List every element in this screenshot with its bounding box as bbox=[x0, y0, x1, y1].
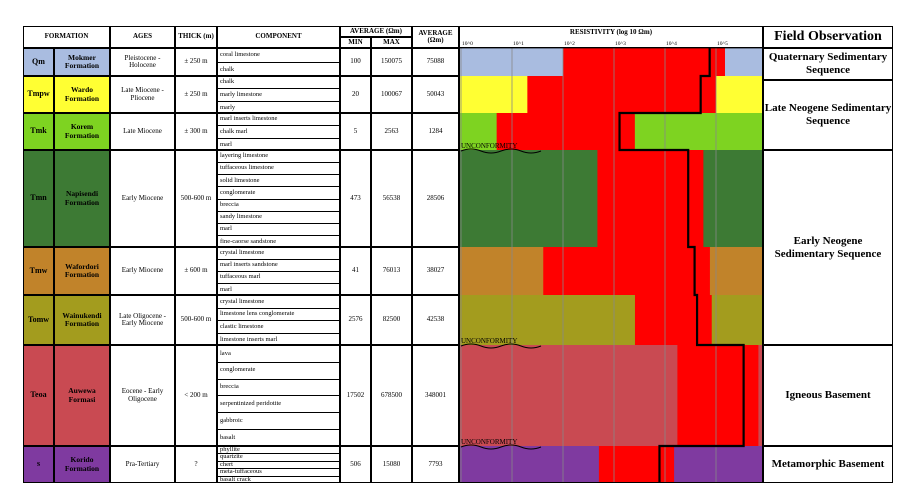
formation-code: Tmn bbox=[23, 150, 54, 247]
formation-code: Qm bbox=[23, 48, 54, 76]
formation-thickness: 500-600 m bbox=[175, 295, 217, 345]
formation-thickness: ± 600 m bbox=[175, 247, 217, 295]
formation-code: Tmk bbox=[23, 113, 54, 150]
resistivity-max: 15080 bbox=[371, 446, 412, 483]
formation-thickness: ± 250 m bbox=[175, 48, 217, 76]
resistivity-average: 38027 bbox=[412, 247, 459, 295]
decade-tick-label: 10^0 bbox=[462, 41, 473, 47]
formation-age: Late Oligocene - Early Miocene bbox=[110, 295, 175, 345]
header-average: AVERAGE (Ωm) bbox=[340, 26, 412, 37]
resistivity-log-chart bbox=[459, 26, 763, 483]
formation-name: Wardo Formation bbox=[54, 76, 110, 113]
component-list bbox=[217, 113, 340, 150]
header-average2-unit: (Ωm) bbox=[427, 36, 444, 44]
formation-age: Eocene - Early Oligocene bbox=[110, 345, 175, 446]
resistivity-average: 75088 bbox=[412, 48, 459, 76]
resistivity-average: 50043 bbox=[412, 76, 459, 113]
header-average2-label: AVERAGE bbox=[418, 28, 453, 37]
resistivity-average: 42538 bbox=[412, 295, 459, 345]
component-item: tuffaceous marl bbox=[218, 272, 339, 284]
component-item: tuffaceous limestone bbox=[218, 163, 339, 175]
component-item: basalt bbox=[220, 434, 236, 442]
formation-age: Late Miocene - Pliocene bbox=[110, 76, 175, 113]
resistivity-range-bar bbox=[563, 48, 725, 76]
component-list bbox=[217, 345, 340, 446]
resistivity-average: 7793 bbox=[412, 446, 459, 483]
resistivity-max: 100067 bbox=[371, 76, 412, 113]
component-item: solid limestone bbox=[218, 175, 339, 187]
component-item: quartzite bbox=[218, 454, 339, 461]
resistivity-min: 2576 bbox=[340, 295, 371, 345]
decade-tick-label: 10^3 bbox=[615, 41, 626, 47]
component-item: limestone lens conglomerate bbox=[218, 309, 339, 322]
formation-code: Tmw bbox=[23, 247, 54, 295]
formation-age: Pleistocene - Holocene bbox=[110, 48, 175, 76]
header-field-observation: Field Observation bbox=[763, 26, 893, 48]
formation-age: Early Miocene bbox=[110, 247, 175, 295]
component-item: breccia bbox=[218, 380, 339, 397]
formation-name: Wainukendi Formation bbox=[54, 295, 110, 345]
resistivity-min: 5 bbox=[340, 113, 371, 150]
resistivity-min: 20 bbox=[340, 76, 371, 113]
component-item: marl inserts limestone bbox=[218, 114, 339, 126]
resistivity-max: 82500 bbox=[371, 295, 412, 345]
component-item: chalk marl bbox=[218, 126, 339, 138]
component-item: conglomerate bbox=[218, 187, 339, 199]
unconformity-label: UNCONFORMITY bbox=[461, 337, 518, 345]
resistivity-max: 678500 bbox=[371, 345, 412, 446]
component-item: marl bbox=[218, 224, 339, 236]
component-item: meta-tuffaceous bbox=[218, 469, 339, 476]
resistivity-range-bar bbox=[527, 76, 716, 113]
resistivity-range-bar bbox=[677, 345, 758, 446]
component-item: limestone inserts marl bbox=[220, 335, 278, 343]
unconformity-label: UNCONFORMITY bbox=[461, 438, 518, 446]
component-list bbox=[217, 76, 340, 113]
formation-name: Wafordori Formation bbox=[54, 247, 110, 295]
component-item: basalt crack bbox=[220, 476, 251, 483]
component-item: clastic limestone bbox=[218, 321, 339, 334]
header-average2 bbox=[412, 26, 459, 48]
resistivity-min: 100 bbox=[340, 48, 371, 76]
resistivity-max: 2563 bbox=[371, 113, 412, 150]
resistivity-max: 76013 bbox=[371, 247, 412, 295]
resistivity-max: 150075 bbox=[371, 48, 412, 76]
component-item: gabbroic bbox=[218, 413, 339, 430]
formation-thickness: ± 250 m bbox=[175, 76, 217, 113]
header-min: MIN bbox=[340, 37, 371, 48]
formation-name: Napisendi Formation bbox=[54, 150, 110, 247]
resistivity-average: 1284 bbox=[412, 113, 459, 150]
formation-name: Auwewa Formasi bbox=[54, 345, 110, 446]
component-item: marl bbox=[220, 285, 232, 293]
header-max: MAX bbox=[371, 37, 412, 48]
header-formation: FORMATION bbox=[23, 26, 110, 48]
unconformity-label: UNCONFORMITY bbox=[461, 142, 518, 150]
component-item: coral limestone bbox=[218, 49, 339, 63]
decade-tick-label: 10^5 bbox=[717, 41, 728, 47]
component-item: phyllite bbox=[218, 447, 339, 454]
formation-code: Teoa bbox=[23, 345, 54, 446]
resistivity-max: 56538 bbox=[371, 150, 412, 247]
component-item: breccia bbox=[218, 200, 339, 212]
decade-tick-label: 10^1 bbox=[513, 41, 524, 47]
field-observation-group: Quaternary Sedimentary Sequence bbox=[763, 48, 893, 80]
formation-name: Korem Formation bbox=[54, 113, 110, 150]
component-item: chert bbox=[218, 462, 339, 469]
formation-age: Early Miocene bbox=[110, 150, 175, 247]
component-item: lava bbox=[218, 346, 339, 363]
component-item: layering limestone bbox=[218, 151, 339, 163]
component-item: marl inserts sandstone bbox=[218, 260, 339, 272]
resistivity-average: 28506 bbox=[412, 150, 459, 247]
component-item: crystal limestone bbox=[218, 296, 339, 309]
component-item: marly limestone bbox=[218, 89, 339, 101]
formation-name: Korido Formation bbox=[54, 446, 110, 483]
formation-age: Late Miocene bbox=[110, 113, 175, 150]
component-item: serpentinized peridotite bbox=[218, 397, 339, 414]
resistivity-range-bar bbox=[599, 446, 674, 483]
field-observation-group: Early Neogene Sedimentary Sequence bbox=[763, 150, 893, 345]
component-item: conglomerate bbox=[218, 363, 339, 380]
formation-thickness: ± 300 m bbox=[175, 113, 217, 150]
component-item: sandy limestone bbox=[218, 212, 339, 224]
resistivity-min: 17502 bbox=[340, 345, 371, 446]
component-item: marly bbox=[220, 103, 236, 111]
component-item: marl bbox=[220, 140, 232, 148]
field-observation-group: Metamorphic Basement bbox=[763, 446, 893, 483]
component-list bbox=[217, 150, 340, 247]
resistivity-range-bar bbox=[543, 247, 710, 295]
formation-thickness: 500-600 m bbox=[175, 150, 217, 247]
component-item: chalk bbox=[220, 65, 235, 73]
formation-age: Pra-Tertiary bbox=[110, 446, 175, 483]
resistivity-min: 41 bbox=[340, 247, 371, 295]
resistivity-average: 348001 bbox=[412, 345, 459, 446]
component-list bbox=[217, 446, 340, 483]
component-item: fine-caorse sandstone bbox=[220, 237, 277, 245]
resistivity-min: 473 bbox=[340, 150, 371, 247]
component-list bbox=[217, 247, 340, 295]
header-resistivity: RESISTIVITY (log 10 Ωm) bbox=[459, 26, 763, 48]
header-thick: THICK (m) bbox=[175, 26, 217, 48]
formation-thickness: ? bbox=[175, 446, 217, 483]
resistivity-min: 506 bbox=[340, 446, 371, 483]
formation-code: Tmpw bbox=[23, 76, 54, 113]
component-item: chalk bbox=[218, 77, 339, 89]
header-ages: AGES bbox=[110, 26, 175, 48]
component-item: crystal limestone bbox=[218, 248, 339, 260]
header-component: COMPONENT bbox=[217, 26, 340, 48]
field-observation-group: Late Neogene Sedimentary Sequence bbox=[763, 80, 893, 150]
formation-name: Mokmer Formation bbox=[54, 48, 110, 76]
component-list bbox=[217, 295, 340, 345]
decade-tick-label: 10^2 bbox=[564, 41, 575, 47]
formation-code: s bbox=[23, 446, 54, 483]
field-observation-group: Igneous Basement bbox=[763, 345, 893, 446]
formation-thickness: < 200 m bbox=[175, 345, 217, 446]
decade-tick-label: 10^4 bbox=[666, 41, 677, 47]
formation-code: Tomw bbox=[23, 295, 54, 345]
component-list bbox=[217, 48, 340, 76]
resistivity-range-bar bbox=[635, 295, 712, 345]
